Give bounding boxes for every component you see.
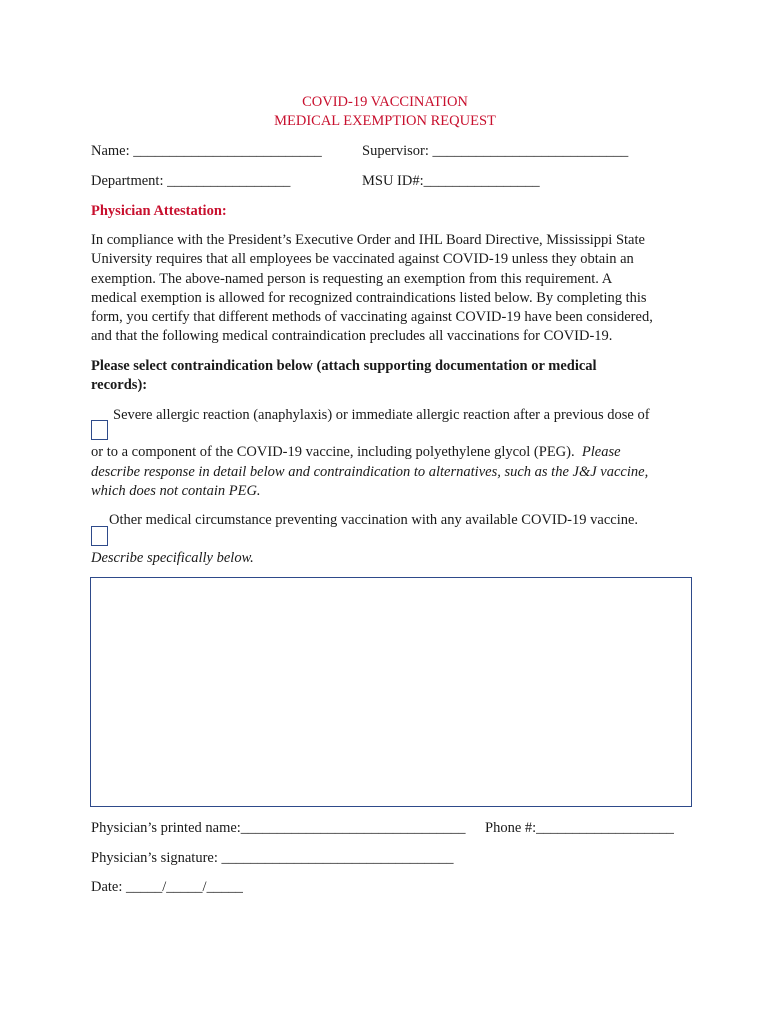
description-textbox[interactable] [90, 577, 692, 807]
attestation-line: and that the following medical contraindication precludes all vaccinations for COVID-19. [91, 328, 613, 344]
printed-name-field[interactable]: Physician’s printed name:_______________________________ [91, 820, 466, 836]
phone-field[interactable]: Phone #:___________________ [485, 820, 674, 836]
name-field[interactable]: Name: __________________________ [91, 143, 322, 159]
allergic-reaction-note: Please [581, 444, 621, 460]
attestation-line: In compliance with the President’s Executive Order and IHL Board Directive, Mississippi State [91, 232, 645, 248]
attestation-line: exemption. The above-named person is requesting an exemption from this requirement. A [91, 271, 613, 287]
allergic-reaction-note-end: which does not contain PEG. [91, 483, 261, 499]
allergic-reaction-text: or to a component of the COVID-19 vaccine, including polyethylene glycol (PEG). [91, 444, 575, 460]
msu-id-field[interactable]: MSU ID#:________________ [362, 173, 540, 189]
contraindication-prompt: Please select contraindication below (attach supporting documentation or medical [91, 358, 597, 374]
allergic-reaction-label-cont [91, 444, 621, 461]
supervisor-field[interactable]: Supervisor: ___________________________ [362, 143, 629, 159]
physician-attestation-heading: Physician Attestation: [91, 203, 227, 219]
allergic-reaction-label: Severe allergic reaction (anaphylaxis) or immediate allergic reaction after a previous dose of [113, 407, 650, 423]
allergic-reaction-checkbox[interactable] [91, 420, 108, 440]
form-title-line2: MEDICAL EXEMPTION REQUEST [274, 113, 496, 129]
date-field[interactable]: Date: _____/_____/_____ [91, 879, 243, 895]
form-title-line1: COVID-19 VACCINATION [302, 94, 468, 110]
attestation-line: form, you certify that different methods of vaccinating against COVID-19 have been considered, [91, 309, 653, 325]
other-circumstance-checkbox[interactable] [91, 526, 108, 546]
attestation-line: University requires that all employees be vaccinated against COVID-19 unless they obtain an [91, 251, 634, 267]
allergic-reaction-note-cont: describe response in detail below and contraindication to alternatives, such as the J&J vaccine, [91, 464, 649, 480]
department-field[interactable]: Department: _________________ [91, 173, 291, 189]
other-circumstance-label: Other medical circumstance preventing vaccination with any available COVID-19 vaccine. [109, 512, 639, 528]
signature-field[interactable]: Physician’s signature: ________________________________ [91, 850, 454, 866]
contraindication-prompt-cont: records): [91, 377, 148, 393]
describe-instruction: Describe specifically below. [91, 550, 254, 566]
attestation-line: medical exemption is allowed for recognized contraindications listed below. By completing this [91, 290, 647, 306]
